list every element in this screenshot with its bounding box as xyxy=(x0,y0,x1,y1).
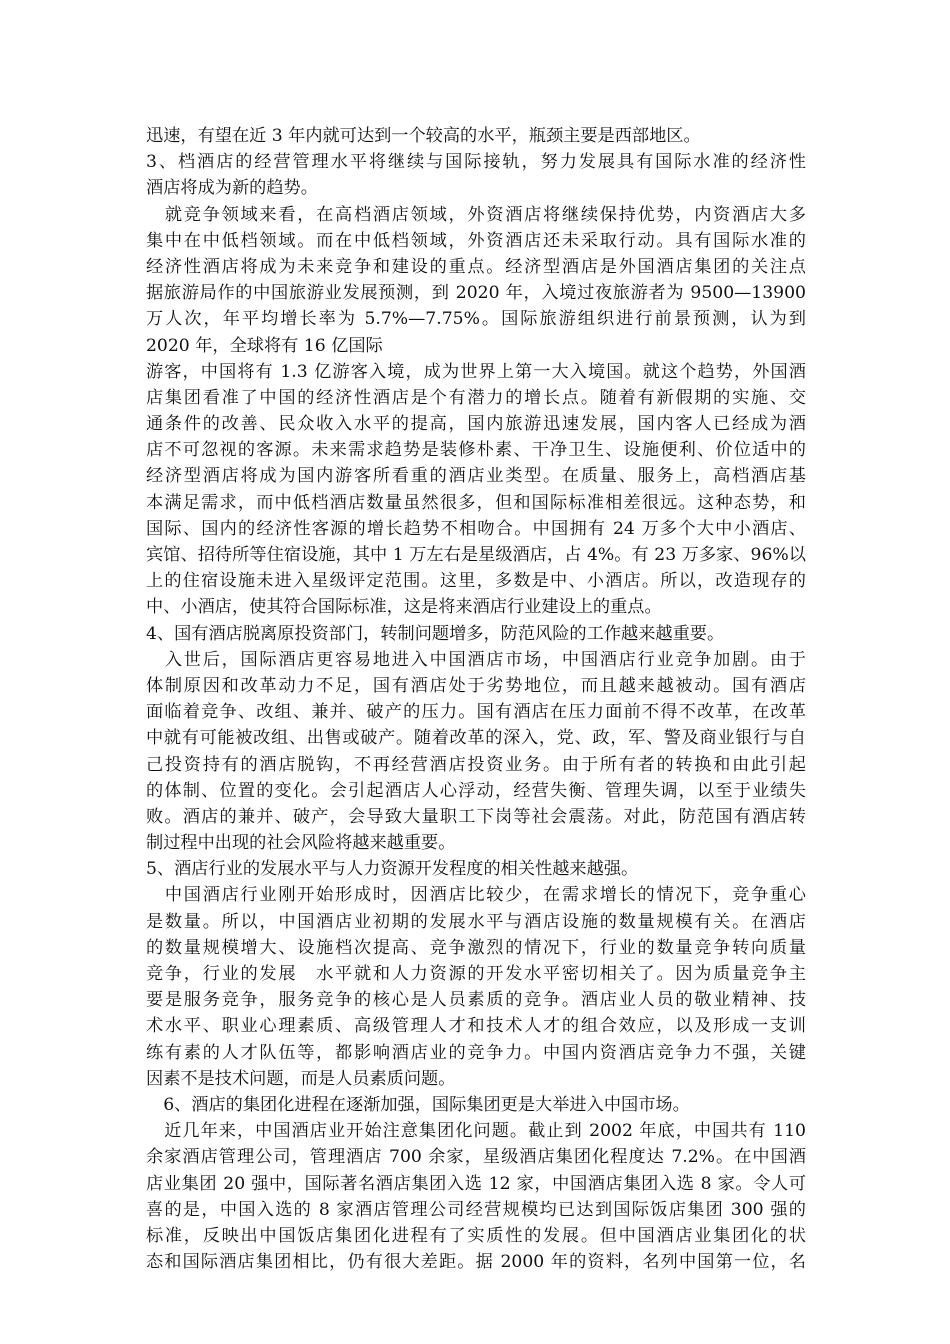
text-line: 中、小酒店，使其符合国际标准，这是将来酒店行业建设上的重点。 xyxy=(146,597,662,618)
text-line: 制过程中出现的社会风险将越来越重要。 xyxy=(146,833,456,854)
text-line: 的体制、位置的变化。会引起酒店人心浮动，经营失衡、管理失调，以至于业绩失 xyxy=(146,780,806,801)
text-line: 标准，反映出中国饭店集团化进程有了实质性的发展。但中国酒店业集团化的状 xyxy=(146,1225,806,1246)
text-line: 3、档酒店的经营管理水平将继续与国际接轨，努力发展具有国际水准的经济性 xyxy=(146,152,806,173)
document-body xyxy=(146,123,806,1275)
text-line: 体制原因和改革动力不足，国有酒店处于劣势地位，而且越来越被动。国有酒店 xyxy=(146,675,806,696)
text-line: 中就有可能被改组、出售或破产。随着改革的深入，党、政，军、警及商业银行与自 xyxy=(146,728,806,749)
text-line: 万人次，年平均增长率为 5.7%—7.75%。国际旅游组织进行前景预测，认为到 xyxy=(146,309,806,330)
text-line: 败。酒店的兼并、破产，会导致大量职工下岗等社会震荡。对此，防范国有酒店转 xyxy=(146,806,806,827)
text-line: 据旅游局作的中国旅游业发展预测，到 2020 年，入境过夜旅游者为 9500—13900 xyxy=(146,283,806,304)
text-line: 面临着竞争、改组、兼并、破产的压力。国有酒店在压力面前不得不改革，在改革 xyxy=(146,702,806,723)
text-line: 竞争，行业的发展 水平就和人力资源的开发水平密切相关了。因为质量竞争主 xyxy=(146,964,806,984)
text-line: 态和国际酒店集团相比，仍有很大差距。据 2000 年的资料，名列中国第一位，名 xyxy=(146,1252,806,1273)
text-line: 术水平、职业心理素质、高级管理人才和技术人才的组合效应，以及形成一支训 xyxy=(146,1016,806,1037)
text-line: 店业集团 20 强中，国际著名酒店集团入选 12 家，中国酒店集团入选 8 家。令人可 xyxy=(146,1173,806,1194)
text-line: 店不可忽视的客源。未来需求趋势是装修朴素、干净卫生、设施便利、价位适中的 xyxy=(146,440,806,461)
text-line: 中国酒店行业刚开始形成时，因酒店比较少，在需求增长的情况下，竞争重心 xyxy=(146,885,806,906)
text-line: 喜的是，中国入选的 8 家酒店管理公司经营规模均已达到国际饭店集团 300 强的 xyxy=(146,1199,806,1220)
text-line: 是数量。所以，中国酒店业初期的发展水平与酒店设施的数量规模有关。在酒店 xyxy=(146,911,806,932)
text-line: 的数量规模增大、设施档次提高、竞争激烈的情况下，行业的数量竞争转向质量 xyxy=(146,937,806,958)
text-line: 宾馆、招待所等住宿设施，其中 1 万左右是星级酒店，占 4%。有 23 万多家、96%以 xyxy=(146,545,806,565)
text-line: 游客，中国将有 1.3 亿游客入境，成为世界上第一大入境国。就这个趋势，外国酒 xyxy=(146,361,806,382)
text-line: 6、酒店的集团化进程在逐渐加强，国际集团更是大举进入中国市场。 xyxy=(146,1094,690,1115)
text-line: 5、酒店行业的发展水平与人力资源开发程度的相关性越来越强。 xyxy=(146,859,639,880)
text-line: 经济型酒店将成为国内游客所看重的酒店业类型。在质量、服务上，高档酒店基 xyxy=(146,466,806,487)
text-line: 迅速，有望在近 3 年内就可达到一个较高的水平，瓶颈主要是西部地区。 xyxy=(146,126,701,146)
text-line: 经济性酒店将成为未来竞争和建设的重点。经济型酒店是外国酒店集团的关注点 xyxy=(146,256,806,277)
text-line: 上的住宿设施未进入星级评定范围。这里，多数是中、小酒店。所以，改造现存的 xyxy=(146,571,806,592)
text-line: 集中在中低档领域。而在中低档领域，外资酒店还未采取行动。具有国际水准的 xyxy=(146,230,806,251)
text-line: 余家酒店管理公司，管理酒店 700 余家，星级酒店集团化程度达 7.2%。在中国酒 xyxy=(146,1147,806,1168)
text-line: 本满足需求，而中低档酒店数量虽然很多，但和国际标准相差很远。这种态势，和 xyxy=(146,492,806,513)
text-line: 就竞争领域来看，在高档酒店领域，外资酒店将继续保持优势，内资酒店大多 xyxy=(146,204,806,225)
text-line: 4、国有酒店脱离原投资部门，转制问题增多，防范风险的工作越来越重要。 xyxy=(146,623,725,644)
text-line: 酒店将成为新的趋势。 xyxy=(146,178,318,199)
text-line: 国际、国内的经济性客源的增长趋势不相吻合。中国拥有 24 万多个大中小酒店、 xyxy=(146,518,806,539)
text-line: 因素不是技术问题，而是人员素质问题。 xyxy=(146,1068,456,1089)
text-line: 练有素的人才队伍等，都影响酒店业的竞争力。中国内资酒店竞争力不强，关键 xyxy=(146,1042,806,1063)
text-line: 近几年来，中国酒店业开始注意集团化问题。截止到 2002 年底，中国共有 110 xyxy=(146,1121,806,1142)
text-line: 2020 年，全球将有 16 亿国际 xyxy=(146,335,383,356)
text-line: 通条件的改善、民众收入水平的提高，国内旅游迅速发展，国内客人已经成为酒 xyxy=(146,414,806,435)
text-line: 店集团看准了中国的经济性酒店是个有潜力的增长点。随着有新假期的实施、交 xyxy=(146,387,806,408)
text-line: 入世后，国际酒店更容易地进入中国酒店市场，中国酒店行业竞争加剧。由于 xyxy=(146,649,806,670)
text-line: 己投资持有的酒店脱钩，不再经营酒店投资业务。由于所有者的转换和由此引起 xyxy=(146,754,806,775)
text-line: 要是服务竞争，服务竞争的核心是人员素质的竞争。酒店业人员的敬业精神、技 xyxy=(146,990,806,1011)
